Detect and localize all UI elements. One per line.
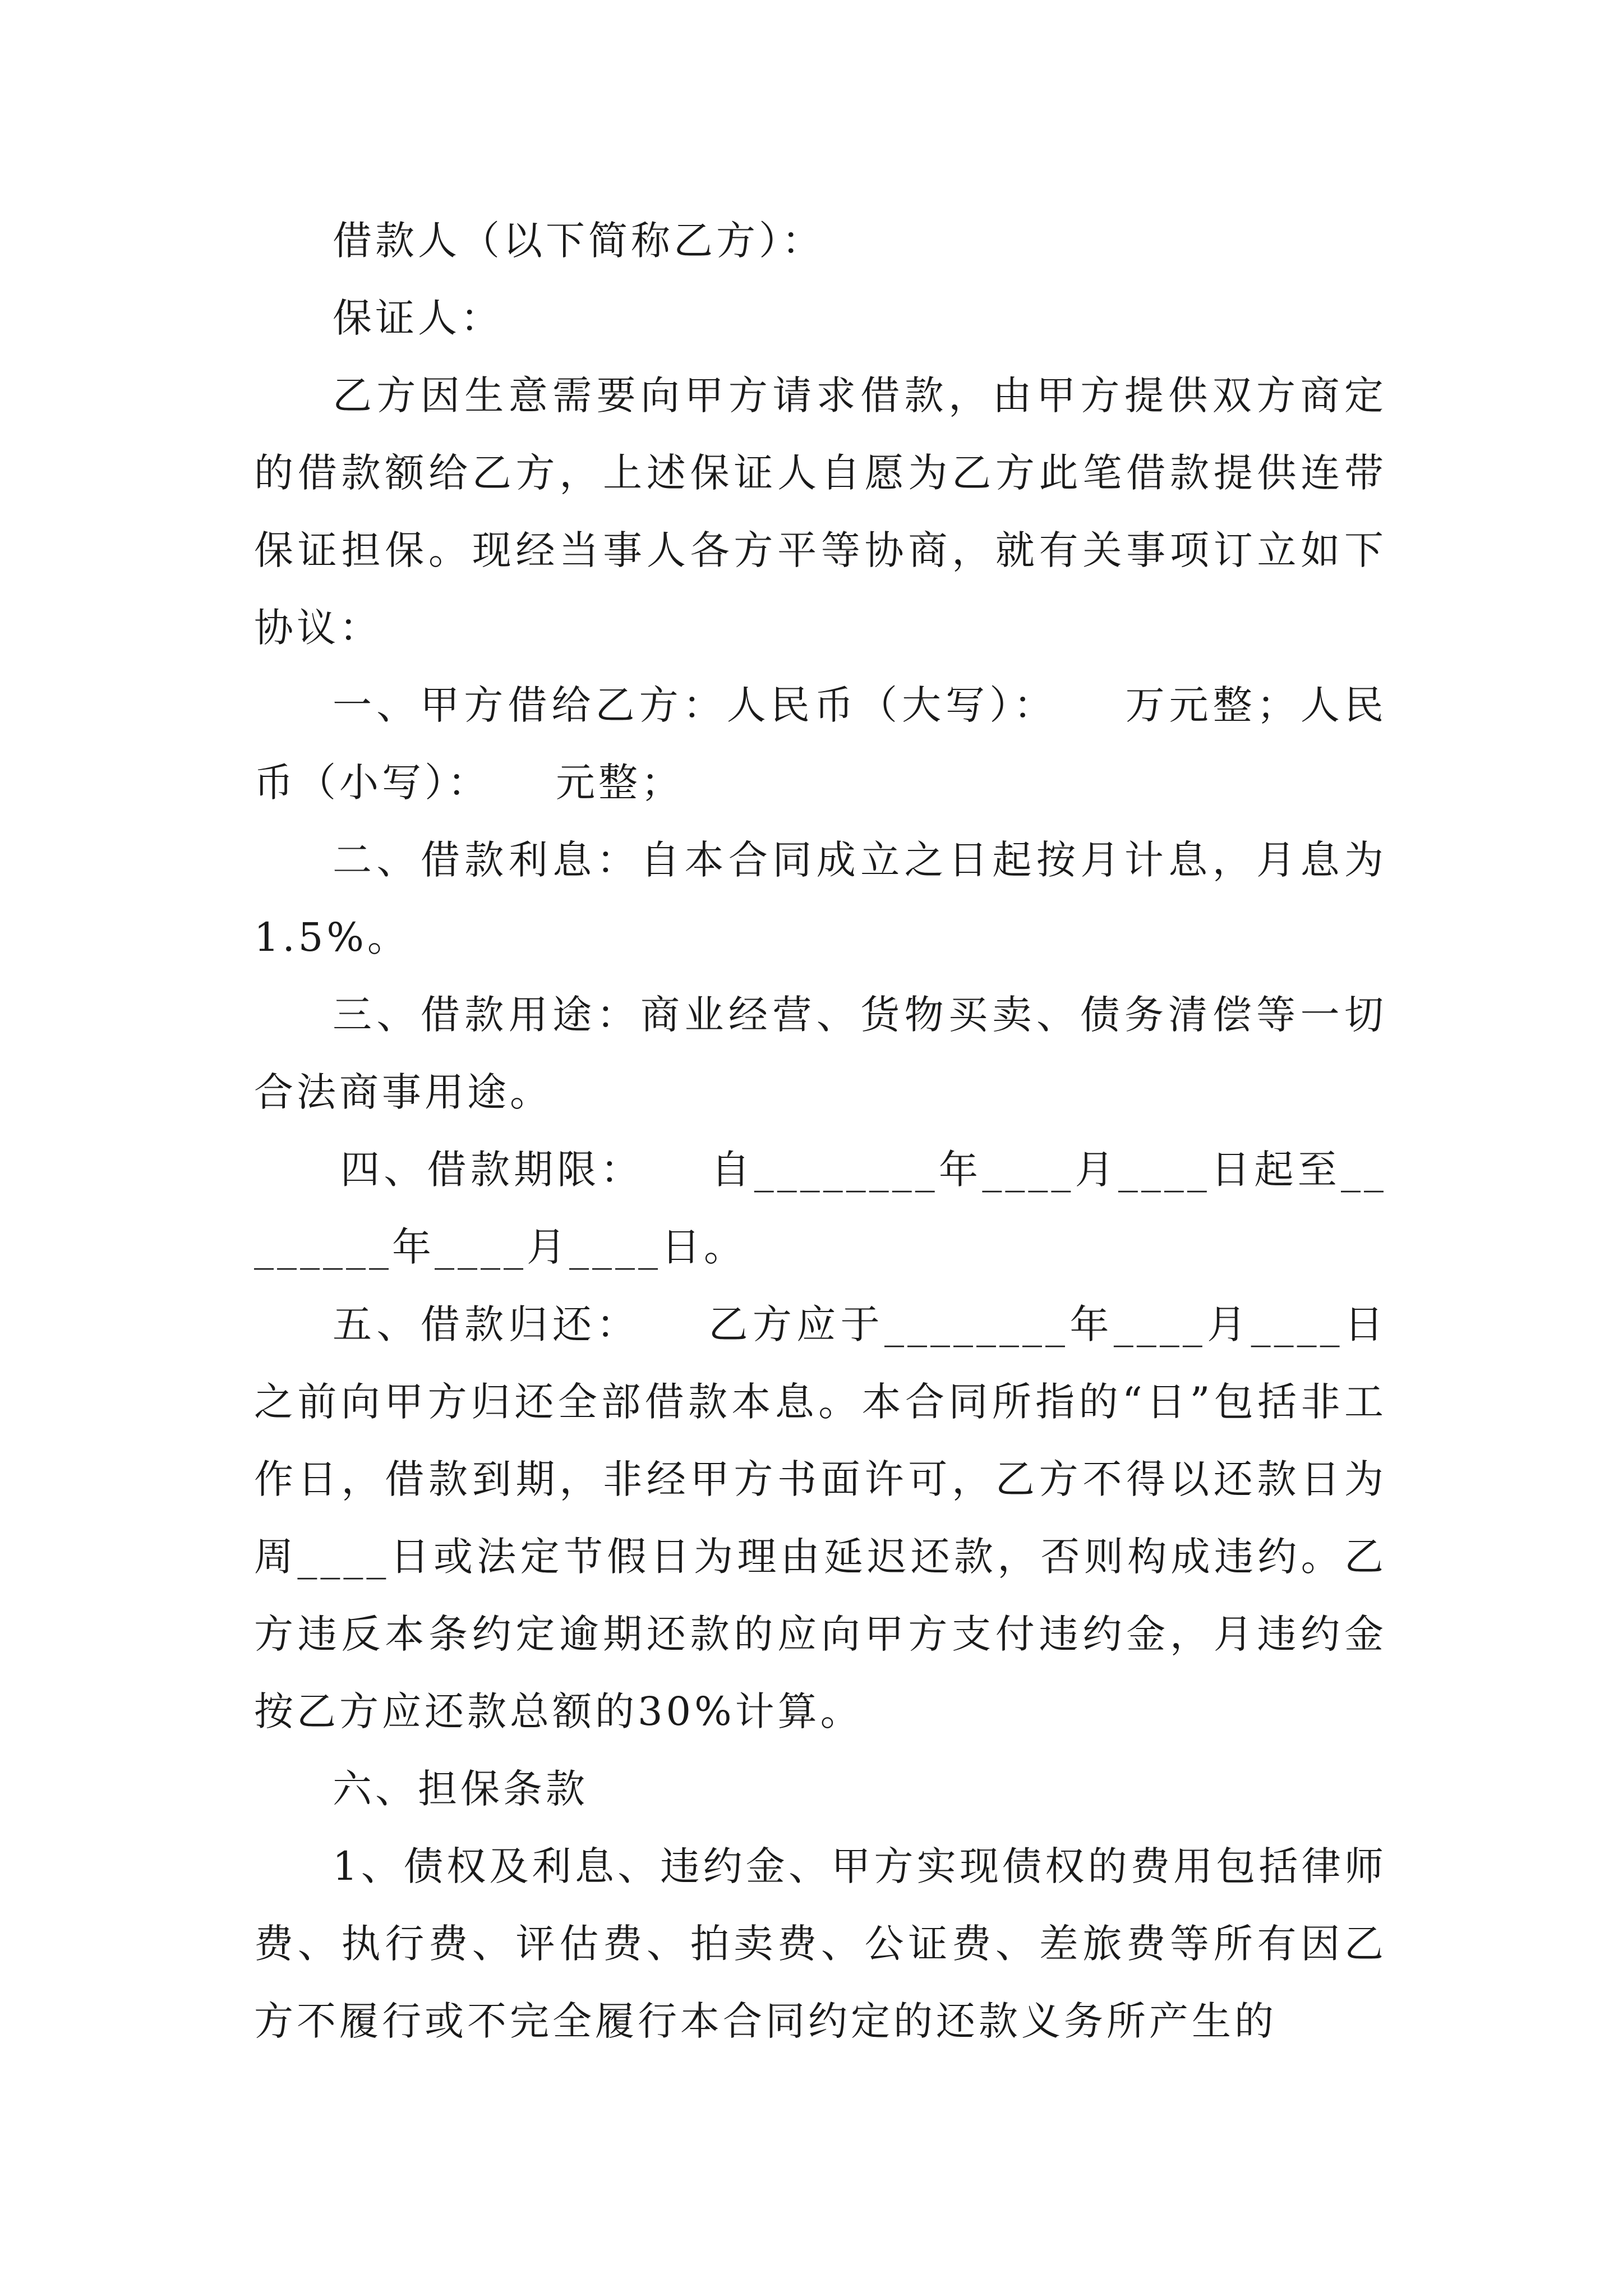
clause-6-heading: 六、担保条款 bbox=[333, 1766, 588, 1812]
borrower-line: 借款人（以下简称乙方）： bbox=[333, 218, 824, 264]
clause-6-item-1: 1、债权及利息、违约金、甲方实现债权的费用包括律师费、执行费、评估费、拍卖费、公证费、差旅费等所有因乙方不履行或不完全履行本合同约定的还款义务所产生的 bbox=[254, 1843, 1387, 2044]
clause-3-purpose: 三、借款用途：商业经营、货物买卖、债务清偿等一切合法商事用途。 bbox=[254, 992, 1387, 1115]
contract-body bbox=[254, 202, 1387, 2060]
guarantor-line: 保证人： bbox=[333, 295, 503, 341]
preamble-paragraph: 乙方因生意需要向甲方请求借款，由甲方提供双方商定的借款额给乙方，上述保证人自愿为乙方此笔借款提供连带保证担保。现经当事人各方平等协商，就有关事项订立如下协议： bbox=[254, 372, 1387, 651]
clause-2-interest: 二、借款利息：自本合同成立之日起按月计息，月息为1.5%。 bbox=[254, 837, 1387, 960]
clause-4-term: 四、借款期限： 自________年____月____日起至________年____月____日。 bbox=[254, 1147, 1387, 1270]
clause-5-repayment: 五、借款归还： 乙方应于________年____月____日之前向甲方归还全部借款本息。本合同所指的“日”包括非工作日，借款到期，非经甲方书面许可，乙方不得以还款日为周____日或法定节假日为理由延迟还款，否则构成违约。乙方违反本条约定逾期还款的应向甲方支付违约金，月违约金按乙方应还款总额的30%计算。 bbox=[254, 1301, 1387, 1734]
clause-1-amount: 一、甲方借给乙方：人民币（大写）： 万元整；人民币（小写）： 元整； bbox=[254, 682, 1387, 806]
